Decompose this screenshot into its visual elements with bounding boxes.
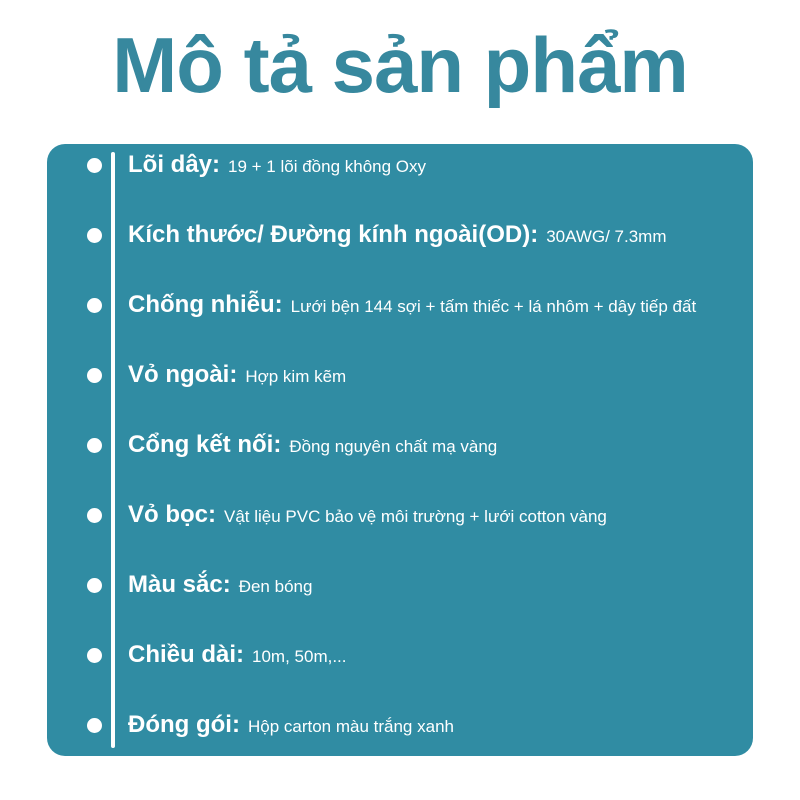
bullet-icon (87, 158, 102, 173)
list-item (47, 200, 753, 270)
spec-value: 10m, 50m,... (252, 647, 347, 666)
spec-label: Vỏ bọc: (128, 501, 216, 528)
spec-label: Chống nhiễu: (128, 291, 283, 318)
bullet-icon (87, 438, 102, 453)
bullet-icon (87, 648, 102, 663)
spec-label: Vỏ ngoài: (128, 361, 238, 388)
spec-text (128, 361, 346, 389)
spec-panel (47, 144, 753, 756)
spec-value: Lưới bện 144 sợi + tấm thiếc + lá nhôm + dây tiếp đất (290, 297, 697, 316)
spec-value: Vật liệu PVC bảo vệ môi trường + lưới cotton vàng (224, 507, 607, 526)
list-item (47, 270, 753, 340)
spec-text (128, 711, 454, 739)
list-item (47, 144, 753, 200)
list-item (47, 690, 753, 756)
spec-text (128, 431, 497, 459)
spec-label: Kích thước/ Đường kính ngoài(OD): (128, 221, 539, 248)
spec-label: Màu sắc: (128, 571, 231, 598)
bullet-icon (87, 578, 102, 593)
spec-value: Hợp kim kẽm (245, 367, 347, 386)
list-item (47, 620, 753, 690)
bullet-icon (87, 718, 102, 733)
list-item (47, 340, 753, 410)
spec-label: Cổng kết nối: (128, 431, 282, 458)
page-title: Mô tả sản phẩm (112, 21, 688, 109)
list-item (47, 550, 753, 620)
spec-value: Đồng nguyên chất mạ vàng (289, 437, 498, 456)
spec-text (128, 291, 696, 319)
spec-list (47, 144, 753, 756)
spec-value: Đen bóng (238, 577, 313, 596)
spec-text (128, 571, 312, 599)
list-item (47, 410, 753, 480)
spec-label: Đóng gói: (128, 711, 240, 738)
spec-text (128, 501, 607, 529)
bullet-icon (87, 228, 102, 243)
spec-value: Hộp carton màu trắng xanh (247, 717, 454, 736)
spec-text (128, 151, 426, 179)
spec-text (128, 641, 347, 669)
spec-value: 30AWG/ 7.3mm (546, 227, 667, 246)
spec-value: 19 + 1 lõi đồng không Oxy (228, 157, 427, 176)
bullet-icon (87, 508, 102, 523)
list-item (47, 480, 753, 550)
spec-label: Lõi dây: (128, 151, 221, 178)
bullet-icon (87, 368, 102, 383)
bullet-icon (87, 298, 102, 313)
spec-text (128, 221, 667, 249)
spec-label: Chiều dài: (128, 641, 245, 668)
